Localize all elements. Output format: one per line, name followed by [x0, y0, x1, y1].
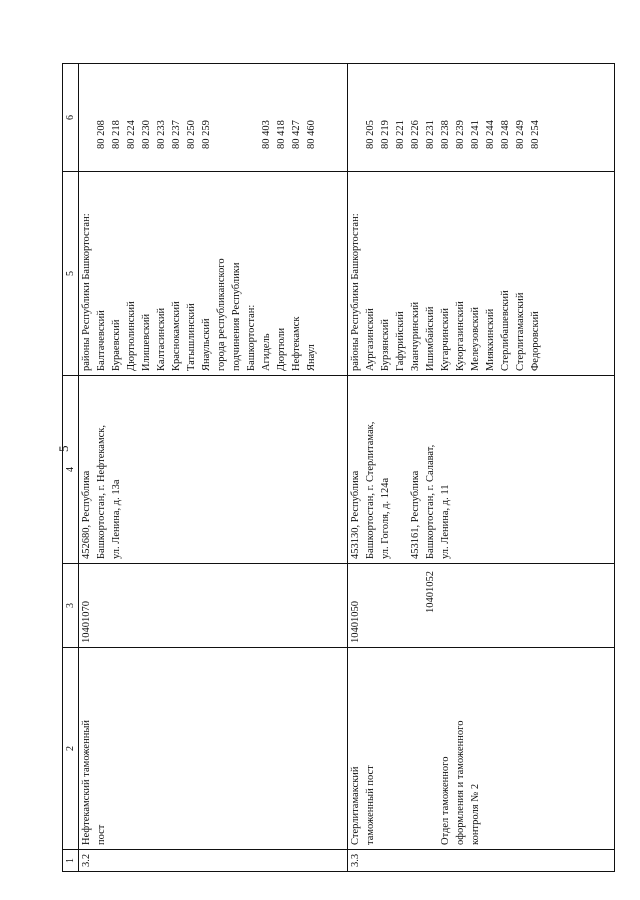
territory-cell — [348, 172, 615, 376]
district-name: Мияккинский — [485, 308, 496, 371]
district-name: Янаульский — [201, 318, 212, 371]
post-code: 10401070 — [81, 601, 92, 643]
district-name: Илишевский — [141, 313, 152, 371]
sub-post-code: 10401052 — [425, 571, 436, 613]
territory-cell — [79, 172, 348, 376]
district-name: Стерлибашевский — [500, 290, 511, 371]
header-cell: 3 — [63, 564, 79, 648]
cities-heading: подчинения Республики — [231, 262, 242, 371]
okato-code-cell — [348, 64, 615, 172]
district-code: 80 224 — [126, 120, 137, 149]
district-name: Бураевский — [111, 319, 122, 371]
header-cell: 6 — [63, 64, 79, 172]
district-code: 80 230 — [141, 120, 152, 149]
district-name: Калтасинский — [156, 307, 167, 371]
district-name: Стерлитамакский — [515, 292, 526, 371]
district-code: 80 221 — [395, 120, 406, 149]
table-row — [79, 64, 348, 872]
district-code: 80 259 — [201, 120, 212, 149]
address-cell — [79, 376, 348, 564]
header-cell: 2 — [63, 648, 79, 850]
header-cell: 1 — [63, 850, 79, 872]
post-name: Стерлитамакский таможенный пост — [350, 765, 376, 845]
address-cell — [348, 376, 615, 564]
customs-posts-table — [62, 63, 615, 872]
district-code: 80 208 — [96, 120, 107, 149]
city-code: 80 403 — [261, 120, 272, 149]
row-number: 3.2 — [79, 850, 348, 872]
table-row — [348, 64, 615, 872]
district-code: 80 249 — [515, 120, 526, 149]
district-code: 80 239 — [455, 120, 466, 149]
district-code: 80 218 — [111, 120, 122, 149]
district-code: 80 233 — [156, 120, 167, 149]
post-name-cell — [348, 648, 615, 850]
header-row — [63, 64, 79, 872]
district-name: Зианчуринский — [410, 301, 421, 371]
district-code: 80 248 — [500, 120, 511, 149]
district-name: Краснокамский — [171, 301, 182, 371]
city-name: Дюртюли — [276, 327, 287, 371]
post-address: 452680, Республика Башкортостан, г. Нефтекамск, ул. Ленина, д. 13а — [81, 424, 122, 559]
cities-heading: города республиканского — [216, 258, 227, 371]
district-name: Федоровский — [530, 311, 541, 371]
district-name: Дюртюлинский — [126, 301, 137, 371]
district-name: Гафурийский — [395, 311, 406, 371]
district-code: 80 244 — [485, 120, 496, 149]
district-name: Татышлинский — [186, 303, 197, 371]
row-number: 3.3 — [348, 850, 615, 872]
district-name: Бурзянский — [380, 319, 391, 371]
district-code: 80 231 — [425, 120, 436, 149]
district-code: 80 238 — [440, 120, 451, 149]
district-code: 80 254 — [530, 120, 541, 149]
post-code: 10401050 — [350, 601, 361, 643]
city-name: Агидель — [261, 333, 272, 371]
header-cell: 4 — [63, 376, 79, 564]
city-name: Янаул — [306, 344, 317, 371]
territory-heading: районы Республики Башкортостан: — [350, 213, 361, 371]
city-name: Нефтекамск — [291, 316, 302, 371]
district-name: Куюргазинский — [455, 301, 466, 371]
city-code: 80 418 — [276, 120, 287, 149]
city-code: 80 427 — [291, 120, 302, 149]
territory-heading: районы Республики Башкортостан: — [81, 213, 92, 371]
header-cell: 5 — [63, 172, 79, 376]
district-name: Аургазинский — [365, 308, 376, 371]
city-code: 80 460 — [306, 120, 317, 149]
district-code: 80 241 — [470, 120, 481, 149]
district-code: 80 226 — [410, 120, 421, 149]
district-name: Мелеузовский — [470, 307, 481, 371]
district-name: Балтачевский — [96, 310, 107, 371]
rotated-table-container — [62, 64, 612, 872]
okato-code-cell — [79, 64, 348, 172]
post-code-cell — [79, 564, 348, 648]
district-code: 80 205 — [365, 120, 376, 149]
cities-heading: Башкортостан: — [246, 304, 257, 371]
district-name: Ишимбайский — [425, 306, 436, 371]
district-code: 80 219 — [380, 120, 391, 149]
district-code: 80 237 — [171, 120, 182, 149]
district-code: 80 250 — [186, 120, 197, 149]
district-name: Кугарчинский — [440, 308, 451, 371]
post-name: Нефтекамский таможенный пост — [81, 720, 107, 845]
sub-post-name: Отдел таможенного оформления и таможенного контроля № 2 — [440, 720, 481, 845]
page-number: 5 — [56, 445, 71, 452]
post-name-cell — [79, 648, 348, 850]
post-code-cell — [348, 564, 615, 648]
post-address: 453130, Республика Башкортостан, г. Стерлитамак, ул. Гоголя, д. 124а — [350, 421, 391, 559]
sub-post-address: 453161, Республика Башкортостан, г. Салават, ул. Ленина, д. 11 — [410, 444, 451, 559]
